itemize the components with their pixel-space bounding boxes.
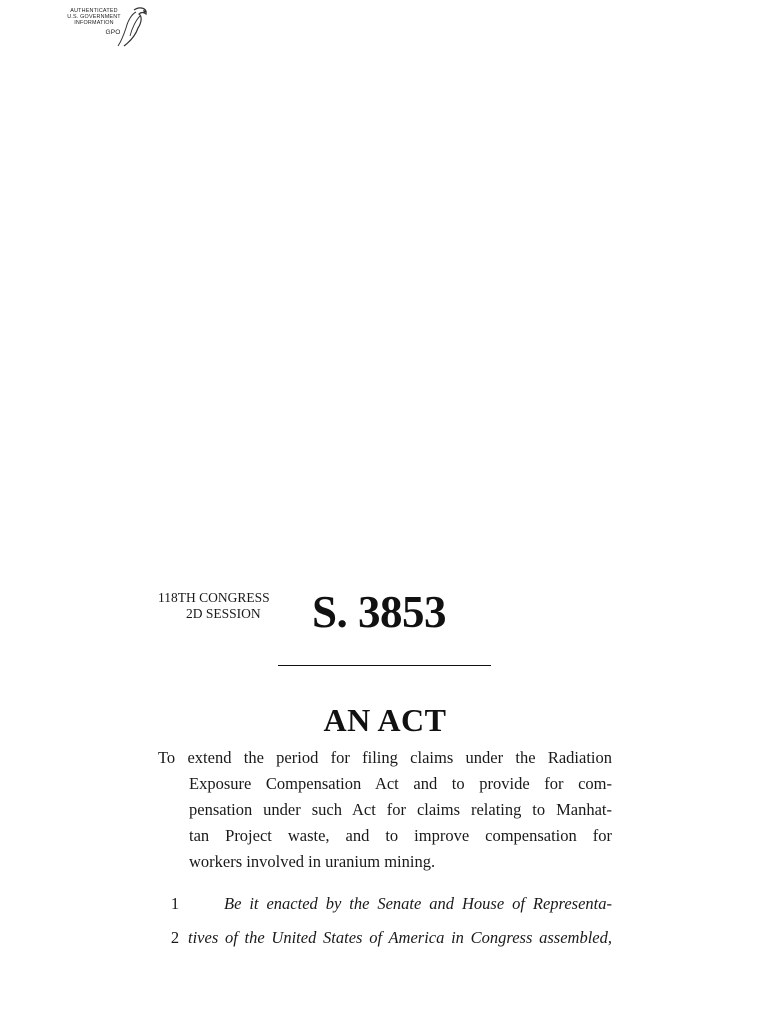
purpose-line: To extend the period for filing claims under the Radiation	[158, 748, 612, 767]
enacting-clause	[158, 887, 612, 955]
document-title: AN ACT	[323, 702, 447, 738]
eagle-icon	[114, 4, 148, 48]
congress-label: 118TH CONGRESS	[158, 590, 270, 605]
bill-number: S. 3853	[312, 587, 447, 637]
line-number: 2	[170, 928, 180, 947]
session-label: 2D SESSION	[186, 606, 261, 621]
purpose-line: Exposure Compensation Act and to provide for com-	[189, 774, 612, 793]
purpose-paragraph	[158, 745, 612, 875]
line-number: 1	[170, 894, 180, 913]
numbered-line	[158, 887, 612, 921]
logo-text-gpo: GPO	[105, 29, 121, 36]
congress-session-block	[158, 590, 290, 622]
logo-text-government: U.S. GOVERNMENT	[67, 14, 121, 20]
gpo-authentication-logo	[62, 4, 148, 48]
purpose-line: tan Project waste, and to improve compensation for	[189, 826, 612, 845]
purpose-line: pensation under such Act for claims relating to Manhat-	[189, 800, 612, 819]
divider-rule	[278, 665, 491, 666]
enacting-text: Be it enacted by the Senate and House of Representa-	[224, 894, 612, 913]
enacting-text: tives of the United States of America in Congress assembled,	[188, 928, 612, 947]
logo-text-information: INFORMATION	[74, 20, 114, 26]
numbered-line	[158, 921, 612, 955]
purpose-line: workers involved in uranium mining.	[189, 852, 436, 871]
logo-text-authenticated: AUTHENTICATED	[70, 8, 118, 14]
